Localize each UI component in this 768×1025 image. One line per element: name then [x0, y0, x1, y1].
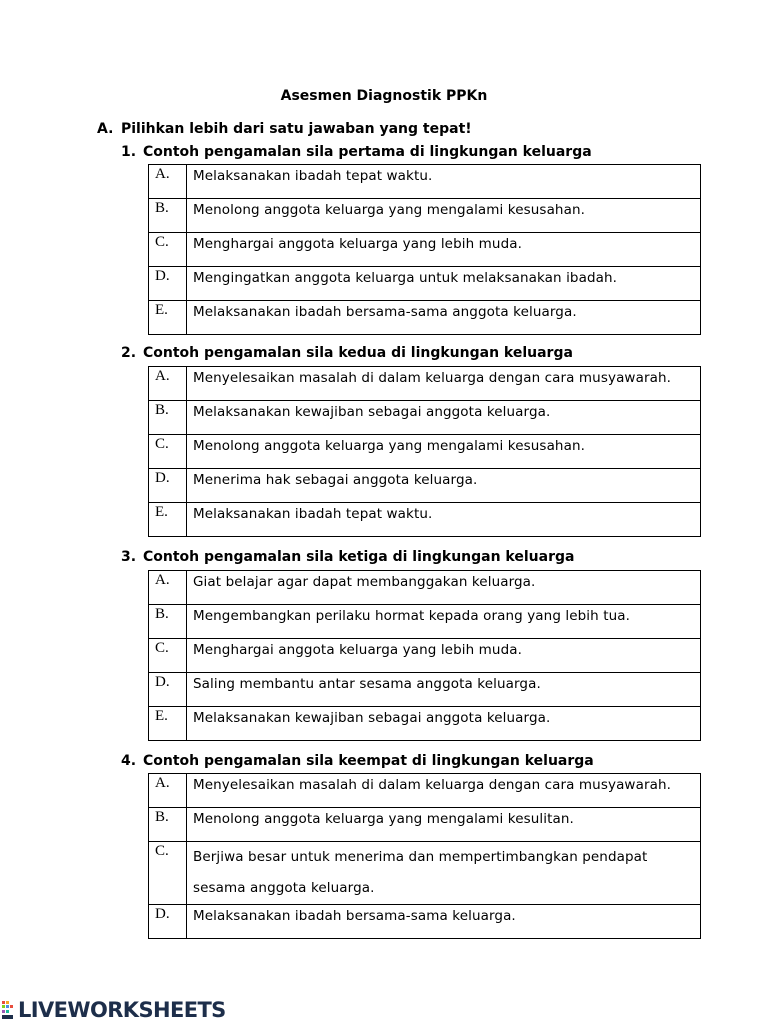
option-row[interactable] — [149, 301, 701, 335]
option-text[interactable]: Menghargai anggota keluarga yang lebih muda. — [187, 233, 701, 267]
option-letter: B. — [149, 199, 187, 233]
option-row[interactable] — [149, 571, 701, 605]
question-3-title — [121, 549, 574, 565]
option-letter: C. — [149, 233, 187, 267]
option-row[interactable] — [149, 774, 701, 808]
option-letter: E. — [149, 503, 187, 537]
question-2-options — [148, 366, 701, 537]
option-text[interactable]: Menolong anggota keluarga yang mengalami kesusahan. — [187, 435, 701, 469]
option-letter: E. — [149, 301, 187, 335]
option-text[interactable]: Melaksanakan kewajiban sebagai anggota keluarga. — [187, 707, 701, 741]
option-text[interactable] — [187, 842, 701, 905]
option-row[interactable] — [149, 469, 701, 503]
option-text[interactable]: Menyelesaikan masalah di dalam keluarga dengan cara musyawarah. — [187, 367, 701, 401]
section-instruction-text: Pilihkan lebih dari satu jawaban yang tepat! — [121, 121, 472, 137]
question-number: 3. — [121, 549, 137, 565]
option-text[interactable]: Mengembangkan perilaku hormat kepada orang yang lebih tua. — [187, 605, 701, 639]
question-4-options — [148, 773, 701, 939]
question-text: Contoh pengamalan sila pertama di lingkungan keluarga — [143, 144, 592, 160]
option-text-line-2: sesama anggota keluarga. — [193, 880, 375, 896]
option-row[interactable] — [149, 842, 701, 905]
option-text[interactable]: Melaksanakan ibadah bersama-sama keluarga. — [187, 905, 701, 939]
option-row[interactable] — [149, 639, 701, 673]
option-text[interactable]: Mengingatkan anggota keluarga untuk melaksanakan ibadah. — [187, 267, 701, 301]
option-row[interactable] — [149, 435, 701, 469]
option-text[interactable]: Melaksanakan ibadah tepat waktu. — [187, 165, 701, 199]
option-letter: B. — [149, 605, 187, 639]
question-3-options — [148, 570, 701, 741]
option-letter: E. — [149, 707, 187, 741]
option-text[interactable]: Menolong anggota keluarga yang mengalami kesulitan. — [187, 808, 701, 842]
option-letter: A. — [149, 367, 187, 401]
option-letter: C. — [149, 842, 187, 905]
page-title: Asesmen Diagnostik PPKn — [280, 88, 488, 104]
question-1-title — [121, 144, 592, 160]
option-row[interactable] — [149, 905, 701, 939]
option-letter: C. — [149, 639, 187, 673]
question-text: Contoh pengamalan sila keempat di lingkungan keluarga — [143, 753, 594, 769]
option-row[interactable] — [149, 233, 701, 267]
option-text[interactable]: Menghargai anggota keluarga yang lebih muda. — [187, 639, 701, 673]
question-2-title — [121, 345, 573, 361]
option-row[interactable] — [149, 165, 701, 199]
option-letter: B. — [149, 808, 187, 842]
option-letter: D. — [149, 905, 187, 939]
option-row[interactable] — [149, 808, 701, 842]
question-text: Contoh pengamalan sila ketiga di lingkungan keluarga — [143, 549, 575, 565]
option-row[interactable] — [149, 267, 701, 301]
liveworksheets-logo-icon — [2, 999, 16, 1021]
option-row[interactable] — [149, 503, 701, 537]
question-4-title — [121, 753, 594, 769]
option-text[interactable]: Giat belajar agar dapat membanggakan keluarga. — [187, 571, 701, 605]
option-row[interactable] — [149, 707, 701, 741]
option-text[interactable]: Melaksanakan kewajiban sebagai anggota keluarga. — [187, 401, 701, 435]
option-text[interactable]: Saling membantu antar sesama anggota keluarga. — [187, 673, 701, 707]
option-text[interactable]: Melaksanakan ibadah bersama-sama anggota keluarga. — [187, 301, 701, 335]
question-number: 4. — [121, 753, 137, 769]
option-letter: D. — [149, 469, 187, 503]
option-row[interactable] — [149, 199, 701, 233]
option-text[interactable]: Menerima hak sebagai anggota keluarga. — [187, 469, 701, 503]
option-letter: C. — [149, 435, 187, 469]
option-row[interactable] — [149, 367, 701, 401]
option-letter: A. — [149, 571, 187, 605]
option-row[interactable] — [149, 673, 701, 707]
section-instruction — [97, 121, 472, 137]
option-letter: A. — [149, 774, 187, 808]
question-1-options — [148, 164, 701, 335]
option-text[interactable]: Melaksanakan ibadah tepat waktu. — [187, 503, 701, 537]
question-text: Contoh pengamalan sila kedua di lingkungan keluarga — [143, 345, 573, 361]
option-letter: B. — [149, 401, 187, 435]
option-letter: D. — [149, 673, 187, 707]
brand-name: LIVEWORKSHEETS — [18, 998, 226, 1022]
option-text[interactable]: Menolong anggota keluarga yang mengalami kesusahan. — [187, 199, 701, 233]
option-row[interactable] — [149, 401, 701, 435]
option-letter: A. — [149, 165, 187, 199]
option-letter: D. — [149, 267, 187, 301]
liveworksheets-brand — [2, 996, 226, 1024]
question-number: 1. — [121, 144, 137, 160]
option-text-line-1: Berjiwa besar untuk menerima dan mempertimbangkan pendapat — [193, 849, 648, 865]
section-letter: A. — [97, 121, 114, 137]
option-text[interactable]: Menyelesaikan masalah di dalam keluarga dengan cara musyawarah. — [187, 774, 701, 808]
question-number: 2. — [121, 345, 137, 361]
option-row[interactable] — [149, 605, 701, 639]
